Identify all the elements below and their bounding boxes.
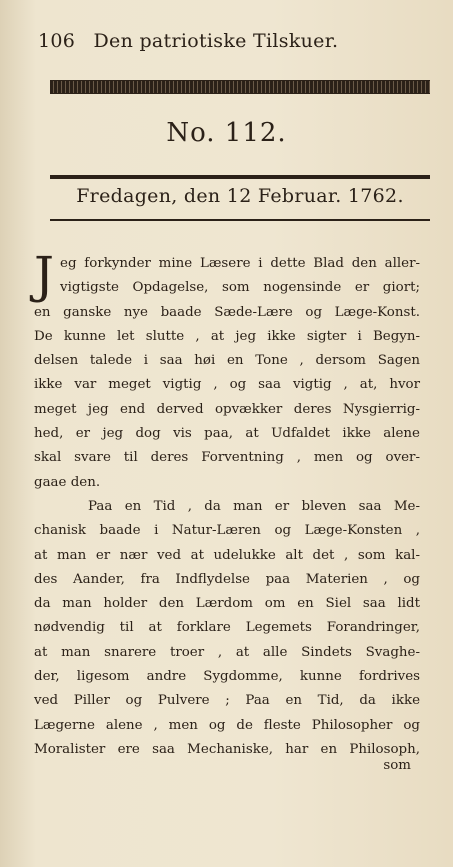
text-line: hed, er jeg dog vis paa, at Udfaldet ikke alene <box>34 426 420 442</box>
text-line: ved Piller og Pulvere ; Paa en Tid, da ikke <box>34 693 420 709</box>
page-number: 106 <box>38 30 76 52</box>
text-line: gaae den. <box>34 474 101 490</box>
paragraph-2 <box>34 495 420 762</box>
text-line: vigtigste Opdagelse, som nogensinde er giort; <box>60 280 420 296</box>
drop-cap: J <box>34 246 55 304</box>
text-line: Moralister ere saa Mechaniske, har en Philosoph, <box>34 741 420 757</box>
thin-rule <box>50 219 430 221</box>
paragraph-1 <box>34 246 420 495</box>
text-line: da man holder den Lærdom om en Siel saa lidt <box>34 596 420 612</box>
text-line: Lægerne alene , men og de fleste Philosopher og <box>34 717 420 733</box>
text-line: Paa en Tid , da man er bleven saa Me- <box>88 498 420 514</box>
text-line: delsen talede i saa høi en Tone , dersom Sagen <box>34 353 420 369</box>
ornamental-rule <box>50 80 430 94</box>
issue-number: No. 112. <box>166 118 287 148</box>
text-line: des Aander, fra Indflydelse paa Materien , og <box>34 571 420 587</box>
text-line: skal svare til deres Forventning , men og over- <box>34 450 420 466</box>
text-line: at man snarere troer , at alle Sindets Svaghe- <box>34 644 420 660</box>
text-line: der, ligesom andre Sygdomme, kunne fordrives <box>34 669 420 685</box>
text-line: ikke var meget vigtig , og saa vigtig , at, hvor <box>34 377 420 393</box>
thick-rule <box>50 175 430 179</box>
text-line: meget jeg end derved opvækker deres Nysgierrig- <box>34 401 420 417</box>
text-line: eg forkynder mine Læsere i dette Blad den aller- <box>60 256 420 271</box>
catchword: som <box>383 758 411 773</box>
running-title: Den patriotiske Tilskuer. <box>93 30 339 52</box>
running-header <box>38 30 418 52</box>
text-line: en ganske nye baade Sæde-Lære og Læge-Konst. <box>34 304 420 320</box>
dateline: Fredagen, den 12 Februar. 1762. <box>76 185 404 207</box>
text-line: at man er nær ved at udelukke alt det , som kal- <box>34 547 420 563</box>
text-line: nødvendig til at forklare Legemets Forandringer, <box>34 620 420 636</box>
article-body <box>34 246 420 762</box>
text-line: De kunne let slutte , at jeg ikke sigter i Begyn- <box>34 328 420 344</box>
text-line: chanisk baade i Natur-Læren og Læge-Konsten , <box>34 523 420 539</box>
